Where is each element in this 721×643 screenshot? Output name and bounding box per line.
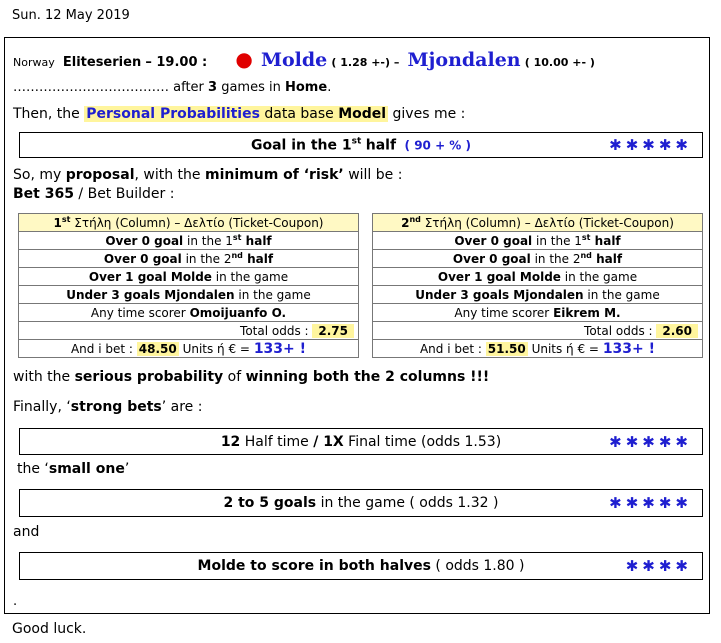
rating-stars-icon: ✱✱✱✱✱ xyxy=(609,494,692,512)
coupon-selection-row xyxy=(19,232,359,250)
bet2-n1: in the game ( odds 1.32 ) xyxy=(316,495,499,511)
scorer-name: Eikrem M. xyxy=(553,305,621,320)
intro-games-text: games in xyxy=(221,80,281,95)
selection-main: Under 3 goals Mjondalen xyxy=(415,288,584,302)
live-dot-icon: ● xyxy=(235,47,253,71)
coupon-column-1 xyxy=(18,213,359,358)
bet-label: And i bet : xyxy=(70,341,133,356)
selection-text: in the game xyxy=(560,270,638,284)
coupon-selection xyxy=(373,232,703,250)
finally-c: ’ are : xyxy=(161,399,203,415)
coupon-scorer xyxy=(19,304,359,322)
goal-main: Goal in the 1 xyxy=(251,137,352,154)
intro-place: Home xyxy=(285,80,328,95)
league: Eliteserien xyxy=(62,55,142,70)
coupon-header xyxy=(19,214,359,232)
model-highlight xyxy=(84,106,388,122)
rating-stars-icon: ✱✱✱✱ xyxy=(625,557,692,575)
coupon-bet-row xyxy=(373,340,703,358)
selection-end: half xyxy=(590,234,621,248)
rating-stars-icon: ✱✱✱✱✱ xyxy=(609,136,692,154)
coupon-column-2 xyxy=(372,213,703,358)
coupon-selection xyxy=(19,250,359,268)
scorer-label: Any time scorer xyxy=(90,305,186,320)
date: Sun. 12 May 2019 xyxy=(12,8,130,23)
coupon-selection xyxy=(19,286,359,304)
coupon-total xyxy=(373,322,703,340)
coupon-selection-row xyxy=(373,232,703,250)
coupon-scorer-row xyxy=(19,304,359,322)
finally-a: Finally, ‘ xyxy=(13,399,71,415)
selection-text: in the 1 xyxy=(532,234,582,248)
selection-text: in the 2 xyxy=(530,252,581,266)
serious-c: of xyxy=(227,369,242,385)
coupon-head-sup: st xyxy=(61,215,71,224)
selection-end: half xyxy=(591,252,623,266)
selection-main: Over 1 goal Molde xyxy=(437,270,561,284)
bet-amount: 51.50 xyxy=(487,341,526,356)
proposal-willbe: will be : xyxy=(348,167,403,183)
bet2-b1: 2 to 5 goals xyxy=(223,495,317,511)
proposal-risk: minimum of ‘risk’ xyxy=(204,167,344,183)
and-text: and xyxy=(13,524,40,540)
good-luck: Good luck. xyxy=(12,621,87,637)
coupon-total-row xyxy=(19,322,359,340)
selection-sup: nd xyxy=(580,251,592,260)
bet-units: Units ή € = xyxy=(182,341,250,356)
small-c: ’ xyxy=(124,461,130,477)
strong-bet-3-text xyxy=(20,558,702,574)
bet1-n1: Half time xyxy=(240,433,314,450)
bet1-b1: 12 xyxy=(220,433,241,450)
bet3-n1: ( odds 1.80 ) xyxy=(430,558,525,574)
coupon-selection-row xyxy=(19,268,359,286)
strong-bet-1 xyxy=(19,428,703,455)
intro-line xyxy=(13,80,331,95)
total-label: Total odds : xyxy=(240,323,309,338)
model-gives: gives me : xyxy=(392,106,466,122)
coupon-bet xyxy=(373,340,703,358)
small-one-line xyxy=(17,461,129,477)
total-label: Total odds : xyxy=(584,323,653,338)
finally-line xyxy=(13,399,202,415)
bet-win: 133+ ! xyxy=(602,340,656,357)
coupon-head-num: 1 xyxy=(53,216,62,230)
goal-text xyxy=(20,137,702,154)
match-line xyxy=(13,47,595,71)
strong-bet-2 xyxy=(19,489,703,517)
coupon-total-row xyxy=(373,322,703,340)
coupon-head-rest: Στήλη (Column) – Δελτίο (Ticket-Coupon) xyxy=(74,216,324,230)
model-name: Personal Probabilities xyxy=(86,106,260,122)
model-then: Then, the xyxy=(13,106,80,122)
proposal-with: , with the xyxy=(134,167,201,183)
coupon-bet-row xyxy=(19,340,359,358)
goal-sup: st xyxy=(351,136,362,147)
intro-games: 3 xyxy=(208,80,218,95)
selection-end: half xyxy=(242,252,274,266)
scorer-label: Any time scorer xyxy=(454,305,550,320)
coupon-head-rest: Στήλη (Column) – Δελτίο (Ticket-Coupon) xyxy=(424,216,674,230)
model-model: Model xyxy=(338,106,387,122)
coupon-head-sup: nd xyxy=(409,215,421,224)
coupon-scorer-row xyxy=(373,304,703,322)
coupon-selection-row xyxy=(373,268,703,286)
proposal-line-2 xyxy=(13,186,174,202)
selection-sup: nd xyxy=(231,251,243,260)
away-team: Mjondalen xyxy=(407,49,521,71)
coupon-selection xyxy=(373,286,703,304)
total-odds: 2.75 xyxy=(312,324,354,338)
serious-line xyxy=(13,369,489,385)
coupon-selection xyxy=(373,250,703,268)
bet1-b2: / 1X xyxy=(313,433,344,450)
strong-bet-2-text xyxy=(20,495,702,511)
selection-sup: st xyxy=(232,233,242,242)
match-time: – 19.00 : xyxy=(145,55,208,70)
model-line xyxy=(13,106,465,122)
coupon-header-row xyxy=(19,214,359,232)
coupon-selection xyxy=(19,268,359,286)
serious-b: serious probability xyxy=(74,369,224,385)
selection-text: in the game xyxy=(583,288,660,302)
coupon-selection-row xyxy=(19,250,359,268)
strong-bet-3 xyxy=(19,552,703,580)
bet1-n2: Final time (odds 1.53) xyxy=(343,433,502,450)
goal-pct: ( 90 + % ) xyxy=(404,138,471,153)
goal-half: half xyxy=(365,137,397,154)
selection-end: half xyxy=(241,234,272,248)
bet-label: And i bet : xyxy=(419,341,482,356)
small-a: the ‘ xyxy=(17,461,49,477)
proposal-so: So, my xyxy=(13,167,62,183)
total-odds: 2.60 xyxy=(656,324,698,338)
coupon-bet xyxy=(19,340,359,358)
small-b: small one xyxy=(48,461,125,477)
serious-d: winning both the 2 columns !!! xyxy=(245,369,490,385)
home-team: Molde xyxy=(260,49,328,71)
coupon-header xyxy=(373,214,703,232)
away-odds: ( 10.00 +- ) xyxy=(524,56,595,69)
bet-win: 133+ ! xyxy=(253,340,307,357)
intro-period: . xyxy=(327,80,332,95)
selection-main: Over 1 goal Molde xyxy=(88,270,212,284)
main-frame xyxy=(4,37,710,614)
selection-main: Over 0 goal xyxy=(454,234,533,248)
coupon-selection-row xyxy=(19,286,359,304)
serious-a: with the xyxy=(13,369,71,385)
country: Norway xyxy=(13,56,55,69)
bet-units: Units ή € = xyxy=(531,341,599,356)
bet-builder: / Bet Builder : xyxy=(78,186,175,202)
finally-b: strong bets xyxy=(70,399,162,415)
selection-text: in the 2 xyxy=(181,252,232,266)
proposal-word: proposal xyxy=(65,167,135,183)
goal-box xyxy=(19,132,703,158)
selection-main: Over 0 goal xyxy=(103,252,182,266)
end-dot: . xyxy=(13,594,18,609)
home-odds: ( 1.28 +-) – xyxy=(331,56,400,69)
coupon-selection xyxy=(19,232,359,250)
bet-amount: 48.50 xyxy=(138,341,177,356)
selection-main: Over 0 goal xyxy=(105,234,184,248)
rating-stars-icon: ✱✱✱✱✱ xyxy=(609,432,692,451)
coupon-selection xyxy=(373,268,703,286)
selection-text: in the game xyxy=(234,288,311,302)
bet3-b1: Molde to score in both halves xyxy=(197,558,431,574)
coupon-head-num: 2 xyxy=(401,216,410,230)
strong-bet-1-text xyxy=(20,434,702,450)
intro-dots: ……………………………… after xyxy=(13,80,204,95)
coupon-total xyxy=(19,322,359,340)
coupon-header-row xyxy=(373,214,703,232)
selection-text: in the game xyxy=(211,270,289,284)
coupon-selection-row xyxy=(373,250,703,268)
scorer-name: Omoijuanfo O. xyxy=(189,305,287,320)
proposal-line-1 xyxy=(13,167,402,183)
selection-text: in the 1 xyxy=(183,234,233,248)
model-db: data base xyxy=(264,106,334,122)
selection-main: Over 0 goal xyxy=(452,252,531,266)
selection-sup: st xyxy=(581,233,591,242)
coupon-scorer xyxy=(373,304,703,322)
bookmaker: Bet 365 xyxy=(13,186,74,202)
coupon-selection-row xyxy=(373,286,703,304)
selection-main: Under 3 goals Mjondalen xyxy=(66,288,235,302)
